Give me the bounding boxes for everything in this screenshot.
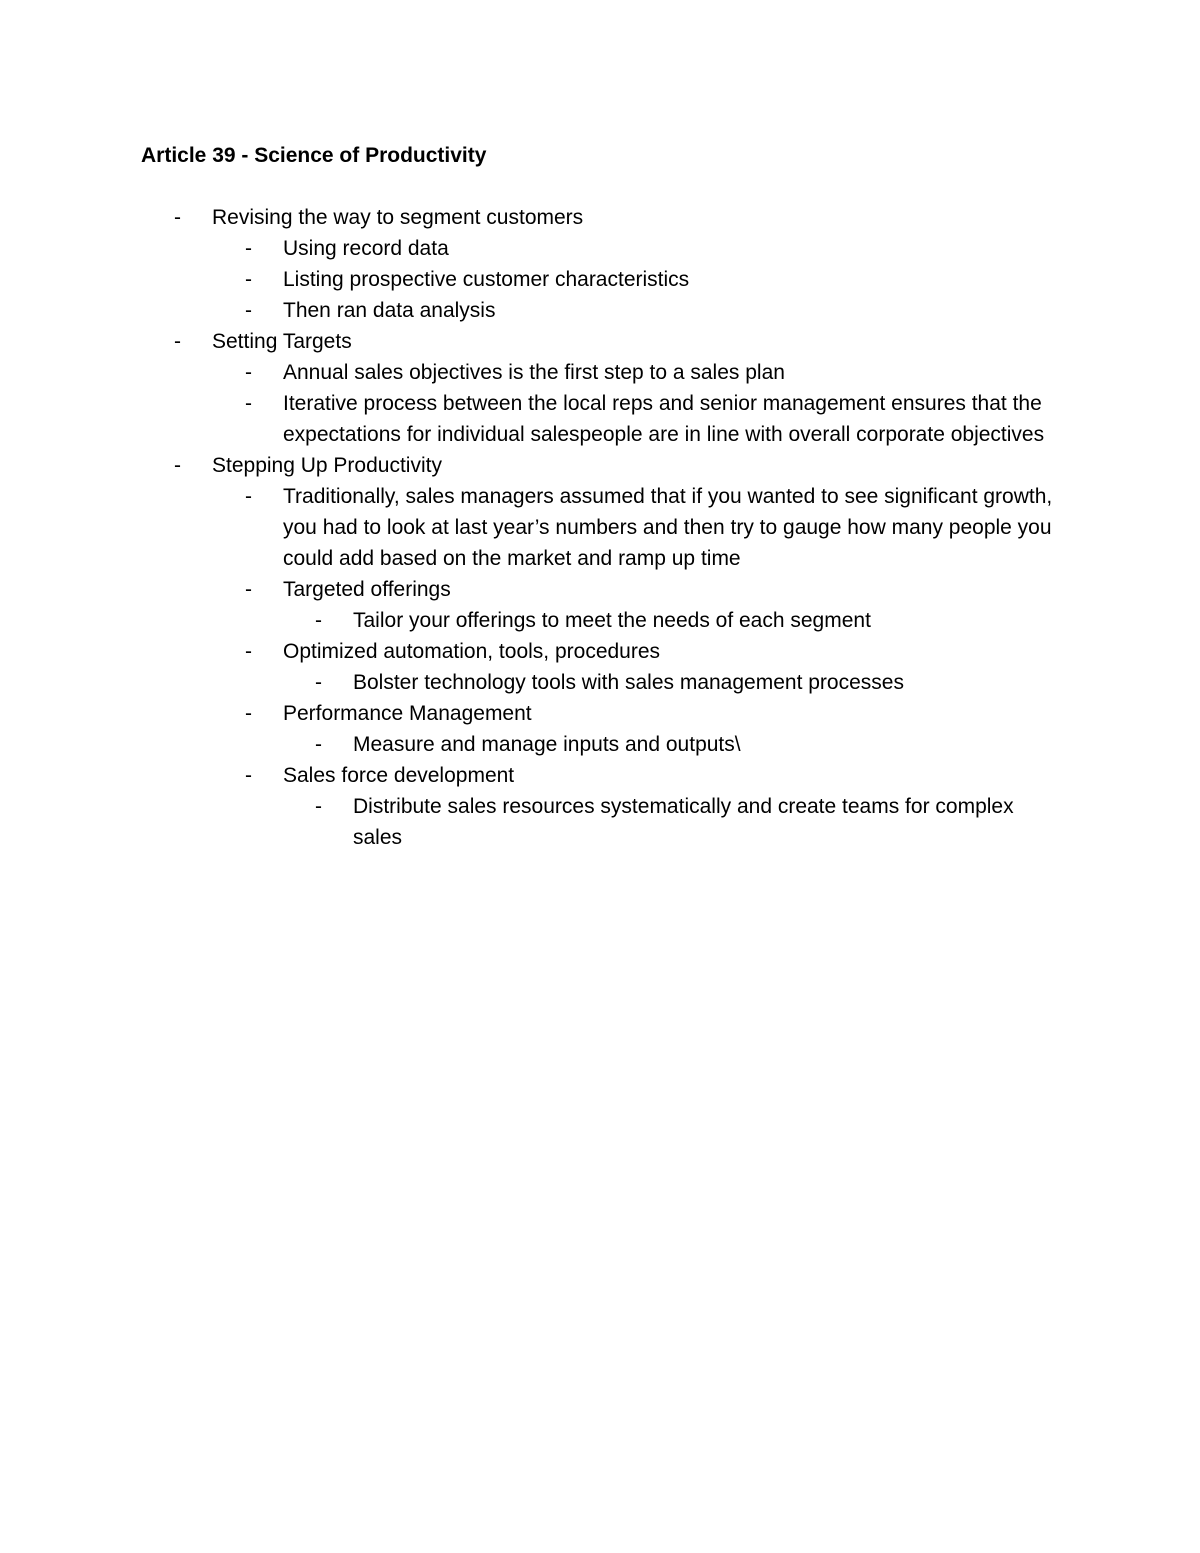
outline-item-level-3 [0,605,1200,636]
bullet-dash: - [315,671,322,694]
bullet-dash: - [245,764,252,787]
bullet-dash: - [245,299,252,322]
outline-item-text: Stepping Up Productivity [212,454,442,477]
outline-item-level-2 [0,264,1200,295]
outline-item-text: Revising the way to segment customers [212,206,584,229]
outline-item-level-2 [0,295,1200,326]
bullet-dash: - [245,702,252,725]
outline-item-level-2 [0,233,1200,264]
outline-item-level-3 [0,729,1200,760]
outline-item-level-1 [0,202,1200,233]
outline-item-text: Setting Targets [212,330,352,353]
outline-item-level-2 [0,481,1200,574]
outline-item-text: Performance Management [283,702,532,725]
bullet-dash: - [245,485,252,508]
outline-item-text: Tailor your offerings to meet the needs of each segment [353,609,871,632]
bullet-dash: - [174,206,181,229]
outline-item-text: Iterative process between the local reps and senior management ensures that the expectations for individual salespeople are in line with overall corporate objectives [283,392,1045,446]
bullet-dash: - [174,330,181,353]
bullet-outline [0,202,1200,853]
outline-item-text: Annual sales objectives is the first step to a sales plan [283,361,785,384]
outline-item-text: Distribute sales resources systematically and create teams for complex sales [353,795,1014,849]
outline-item-text: Then ran data analysis [283,299,496,322]
outline-item-level-2 [0,760,1200,791]
bullet-dash: - [174,454,181,477]
outline-item-text: Optimized automation, tools, procedures [283,640,661,663]
outline-item-level-1 [0,450,1200,481]
bullet-dash: - [245,237,252,260]
outline-item-level-2 [0,698,1200,729]
outline-item-text: Measure and manage inputs and outputs\ [353,733,741,756]
outline-item-level-3 [0,667,1200,698]
outline-item-text: Targeted offerings [283,578,451,601]
outline-item-level-3 [0,791,1200,853]
outline-item-text: Traditionally, sales managers assumed that if you wanted to see significant growth, you had to look at last year’s numbers and then try to gauge how many people you could add based on the market and ramp up time [283,485,1053,570]
outline-item-level-2 [0,636,1200,667]
document-title: Article 39 - Science of Productivity [141,144,487,167]
bullet-dash: - [315,795,322,818]
outline-item-text: Listing prospective customer characteristics [283,268,690,291]
bullet-dash: - [245,578,252,601]
outline-item-text: Sales force development [283,764,515,787]
bullet-dash: - [245,268,252,291]
outline-item-text: Bolster technology tools with sales management processes [353,671,904,694]
bullet-dash: - [315,609,322,632]
outline-item-level-2 [0,388,1200,450]
bullet-dash: - [245,640,252,663]
outline-item-level-2 [0,357,1200,388]
outline-item-level-1 [0,326,1200,357]
bullet-dash: - [315,733,322,756]
bullet-dash: - [245,361,252,384]
bullet-dash: - [245,392,252,415]
outline-item-text: Using record data [283,237,449,260]
outline-item-level-2 [0,574,1200,605]
